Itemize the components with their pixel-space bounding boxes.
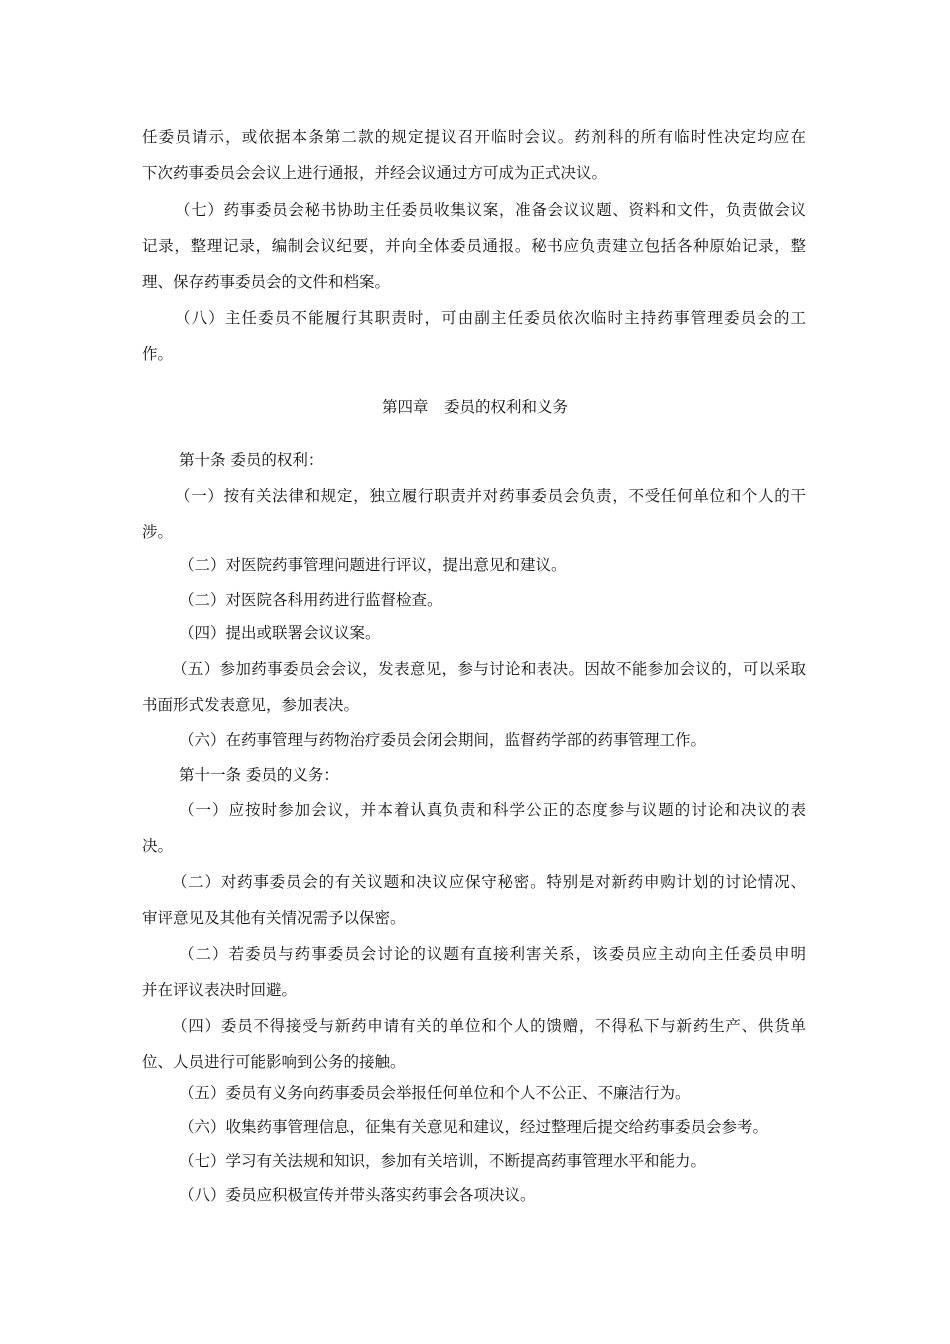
article-heading: 第十一条 委员的义务： — [179, 766, 339, 784]
text-line: （七）药事委员会秘书协助主任委员收集议案，准备会议议题、资料和文件，负责做会议 — [175, 201, 806, 219]
text-line: （五）参加药事委员会会议，发表意见，参与讨论和表决。因故不能参加会议的，可以采取 — [172, 660, 806, 678]
text-line: （四）委员不得接受与新药申请有关的单位和个人的馈赠，不得私下与新药生产、供货单 — [172, 1017, 806, 1035]
text-line: 位、人员进行可能影响到公务的接触。 — [142, 1053, 406, 1071]
text-line: （一）按有关法律和规定，独立履行职责并对药事委员会负责，不受任何单位和个人的干 — [175, 487, 806, 505]
text-line: 记录，整理记录，编制会议纪要，并向全体委员通报。秘书应负责建立包括各种原始记录，整 — [142, 237, 806, 255]
text-line: （七）学习有关法规和知识，参加有关培训，不断提高药事管理水平和能力。 — [179, 1152, 707, 1170]
text-line: 下次药事委员会会议上进行通报，并经会议通过方可成为正式决议。 — [142, 164, 608, 182]
text-line: （五）委员有义务向药事委员会举报任何单位和个人不公正、不廉洁行为。 — [179, 1084, 691, 1102]
text-line: （二）对药事委员会的有关议题和决议应保守秘密。特别是对新药申购计划的讨论情况、 — [172, 873, 806, 891]
text-line: 涉。 — [142, 523, 174, 541]
article-heading: 第十条 委员的权利： — [179, 451, 324, 469]
text-line: （八）委员应积极宣传并带头落实药事会各项决议。 — [179, 1186, 536, 1204]
text-line: 决。 — [142, 837, 174, 855]
text-line: （二）若委员与药事委员会讨论的议题有直接利害关系，该委员应主动向主任委员申明 — [179, 945, 806, 963]
text-line: 任委员请示，或依据本条第二款的规定提议召开临时会议。药剂科的所有临时性决定均应在 — [142, 128, 806, 146]
chapter-heading: 第四章 委员的权利和义务 — [381, 398, 568, 416]
text-line: 理、保存药事委员会的文件和档案。 — [142, 273, 391, 291]
text-line: 审评意见及其他有关情况需予以保密。 — [142, 909, 406, 927]
text-line: （四）提出或联署会议议案。 — [179, 624, 381, 642]
text-line: 并在评议表决时回避。 — [142, 981, 298, 999]
text-line: 书面形式发表意见，参加表决。 — [142, 696, 360, 714]
text-line: （一）应按时参加会议，并本着认真负责和科学公正的态度参与议题的讨论和决议的表 — [179, 801, 806, 819]
text-line: （八）主任委员不能履行其职责时，可由副主任委员依次临时主持药事管理委员会的工 — [175, 309, 806, 327]
text-line: 作。 — [142, 345, 174, 363]
text-line: （六）在药事管理与药物治疗委员会闭会期间，监督药学部的药事管理工作。 — [179, 731, 707, 749]
text-line: （六）收集药事管理信息，征集有关意见和建议，经过整理后提交给药事委员会参考。 — [179, 1118, 769, 1136]
text-line: （二）对医院各科用药进行监督检查。 — [179, 591, 443, 609]
text-line: （二）对医院药事管理问题进行评议，提出意见和建议。 — [179, 556, 567, 574]
